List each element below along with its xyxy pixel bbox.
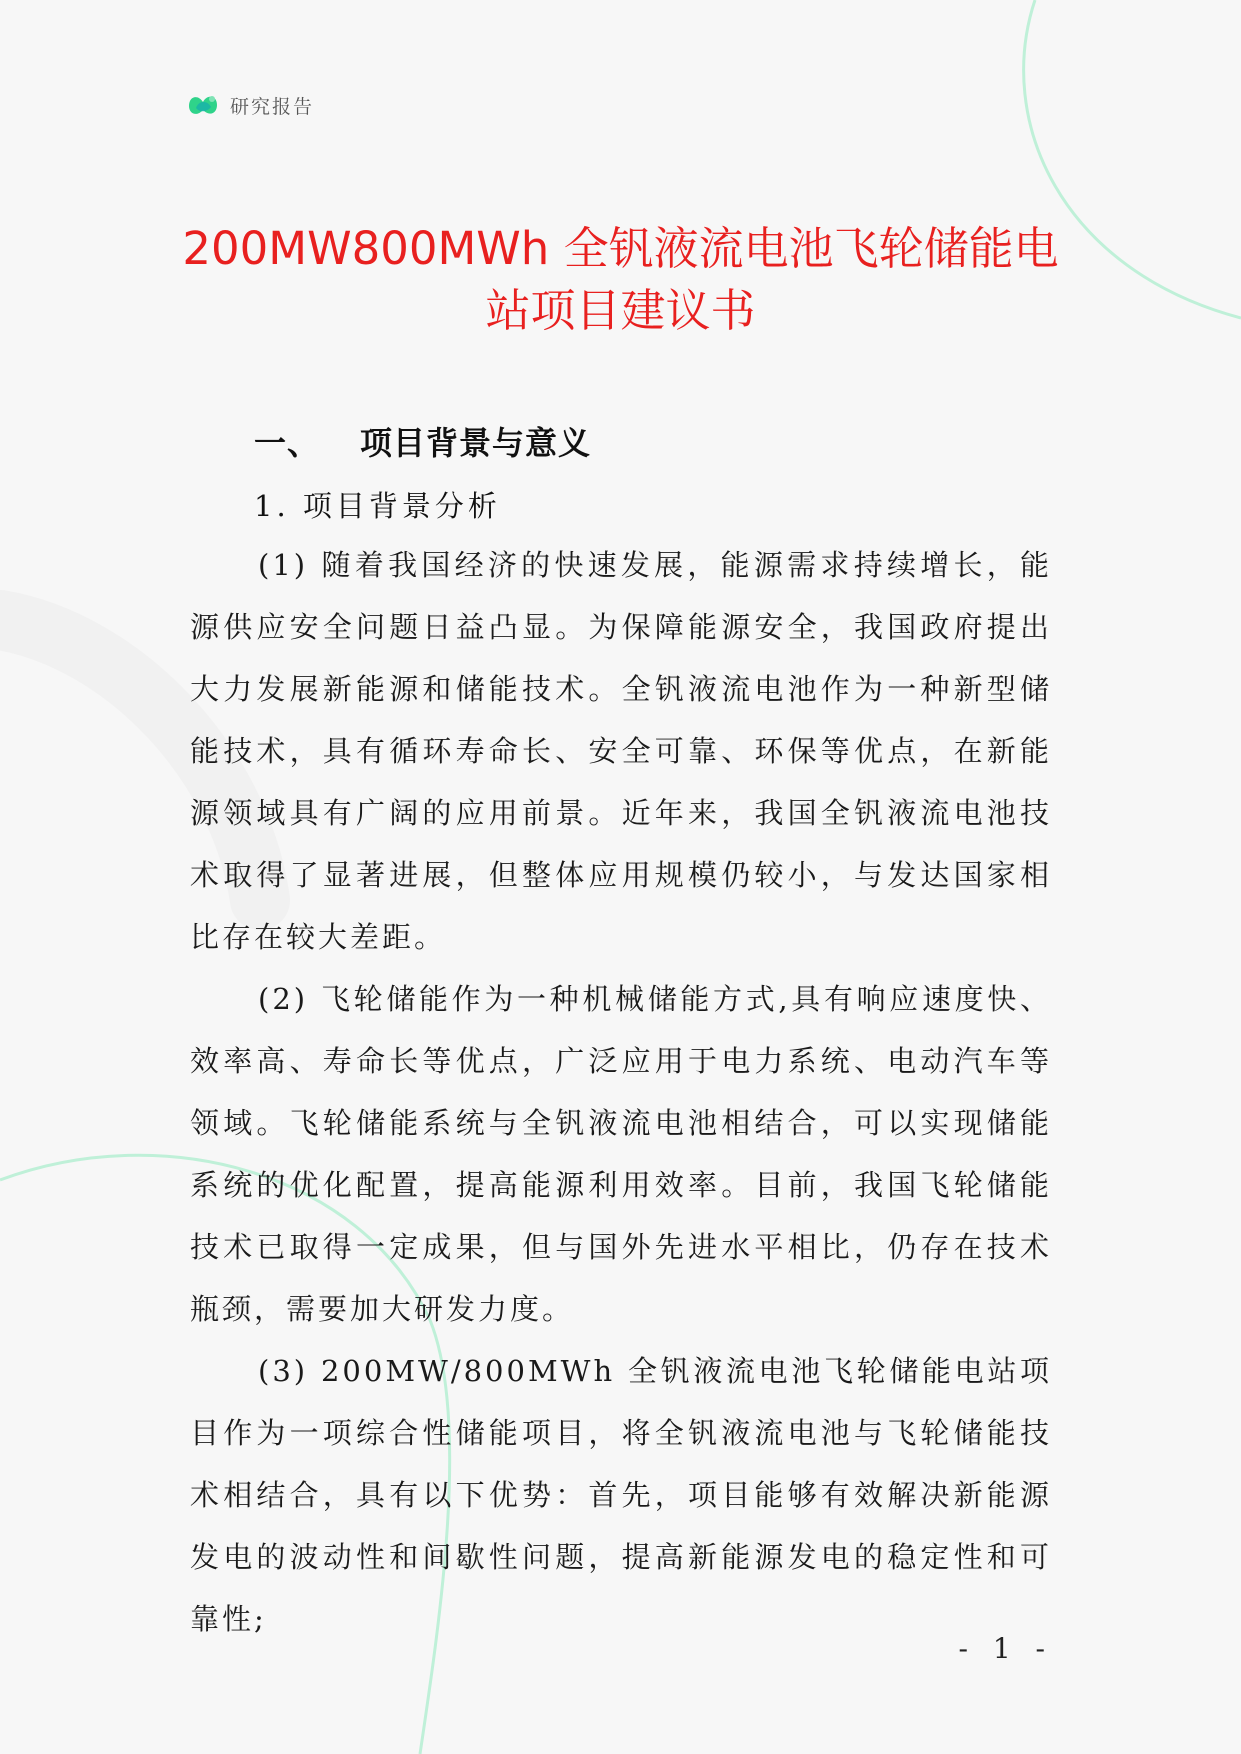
section-heading xyxy=(254,418,591,464)
subsection-heading: 1. 项目背景分析 xyxy=(254,489,501,523)
document-title: 200MW800MWh 全钒液流电池飞轮储能电站项目建议书 xyxy=(182,222,1059,337)
paragraph-2: (2) 飞轮储能作为一种机械储能方式,具有响应速度快、效率高、寿命长等优点，广泛应用于电力系统、电动汽车等领域。飞轮储能系统与全钒液流电池相结合，可以实现储能系统的优化配置，提高能源利用效率。目前，我国飞轮储能技术已取得一定成果，但与国外先进水平相比，仍存在技术瓶颈，需要加大研发力度。 xyxy=(190,982,1052,1326)
brand-label: 研究报告 xyxy=(230,95,315,118)
section-title: 项目背景与意义 xyxy=(360,424,592,462)
section-number: 一、 xyxy=(254,424,321,462)
paragraph-1: (1) 随着我国经济的快速发展，能源需求持续增长，能源供应安全问题日益凸显。为保障能源安全，我国政府提出大力发展新能源和储能技术。全钒液流电池作为一种新型储能技术，具有循环寿命长、安全可靠、环保等优点，在新能源领域具有广阔的应用前景。近年来，我国全钒液流电池技术取得了显著进展，但整体应用规模仍较小，与发达国家相比存在较大差距。 xyxy=(190,548,1052,954)
brand-header xyxy=(186,90,314,120)
paragraph-3: (3) 200MW/800MWh 全钒液流电池飞轮储能电站项目作为一项综合性储能项目，将全钒液流电池与飞轮储能技术相结合，具有以下优势：首先，项目能够有效解决新能源发电的波动性和间歇性问题，提高新能源发电的稳定性和可靠性; xyxy=(190,1354,1052,1636)
document-brand-logo-icon xyxy=(186,90,220,120)
page-number: - 1 - xyxy=(958,1632,1053,1665)
